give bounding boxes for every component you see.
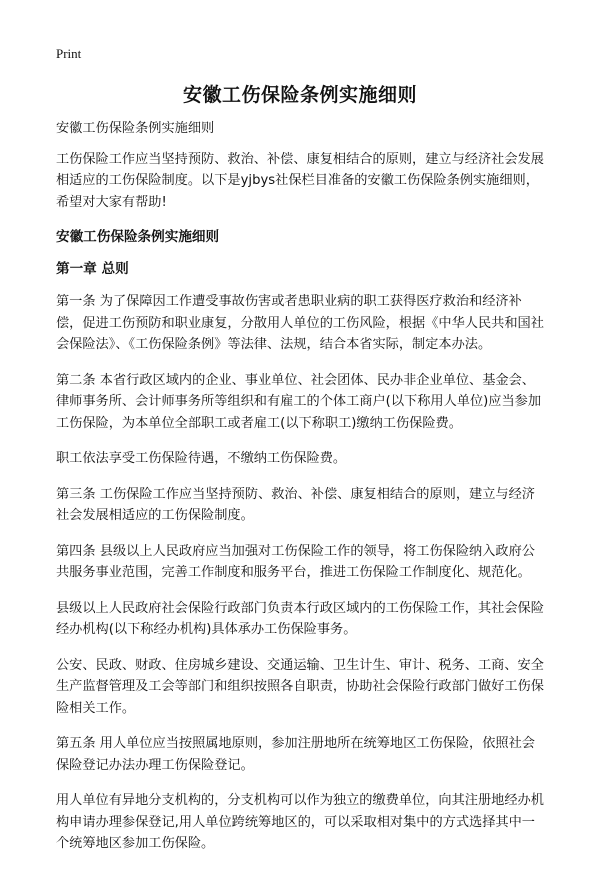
article-paragraph: 第一条 为了保障因工作遭受事故伤害或者患职业病的职工获得医疗救治和经济补偿，促进工伤预防和职业康复，分散用人单位的工伤风险，根据《中华人民共和国社会保险法》、《工伤保险条例》等法律、法规，结合本省实际，制定本办法。 bbox=[56, 294, 544, 352]
document-body bbox=[56, 118, 548, 869]
document-subtitle: 安徽工伤保险条例实施细则 bbox=[56, 121, 215, 136]
article-paragraph: 第三条 工伤保险工作应当坚持预防、救治、补偿、康复相结合的原则，建立与经济社会发展相适应的工伤保险制度。 bbox=[56, 486, 535, 523]
section-heading: 安徽工伤保险条例实施细则 bbox=[56, 229, 220, 245]
article-paragraph: 第二条 本省行政区域内的企业、事业单位、社会团体、民办非企业单位、基金会、律师事务所、会计师事务所等组织和有雇工的个体工商户(以下称用人单位)应当参加工伤保险，为本单位全部职工或者雇工(以下称职工)缴纳工伤保险费。 bbox=[56, 372, 542, 431]
article-paragraph: 职工依法享受工伤保险待遇，不缴纳工伤保险费。 bbox=[56, 451, 347, 466]
document-title: 安徽工伤保险条例实施细则 bbox=[182, 84, 417, 106]
intro-paragraph: 工伤保险工作应当坚持预防、救治、补偿、康复相结合的原则，建立与经济社会发展相适应的工伤保险制度。以下是yjbys社保栏目准备的安徽工伤保险条例实施细则，希望对大家有帮助! bbox=[56, 151, 544, 210]
article-paragraph: 第五条 用人单位应当按照属地原则，参加注册地所在统筹地区工伤保险，依照社会保险登记办法办理工伤保险登记。 bbox=[56, 736, 535, 773]
article-paragraph: 县级以上人民政府社会保险行政部门负责本行政区域内的工伤保险工作，其社会保险经办机构(以下称经办机构)具体承办工伤保险事务。 bbox=[56, 600, 544, 637]
print-label: Print bbox=[56, 46, 82, 61]
chapter-heading: 第一章 总则 bbox=[56, 261, 129, 277]
article-paragraph: 用人单位有异地分支机构的，分支机构可以作为独立的缴费单位，向其注册地经办机构申请办理参保登记,用人单位跨统筹地区的，可以采取相对集中的方式选择其中一个统筹地区参加工伤保险。 bbox=[56, 793, 544, 851]
article-paragraph: 第四条 县级以上人民政府应当加强对工伤保险工作的领导，将工伤保险纳入政府公共服务事业范围，完善工作制度和服务平台，推进工伤保险工作制度化、规范化。 bbox=[56, 543, 535, 580]
article-paragraph: 公安、民政、财政、住房城乡建设、交通运输、卫生计生、审计、税务、工商、安全生产监督管理及工会等部门和组织按照各自职责，协助社会保险行政部门做好工伤保险相关工作。 bbox=[56, 657, 544, 716]
